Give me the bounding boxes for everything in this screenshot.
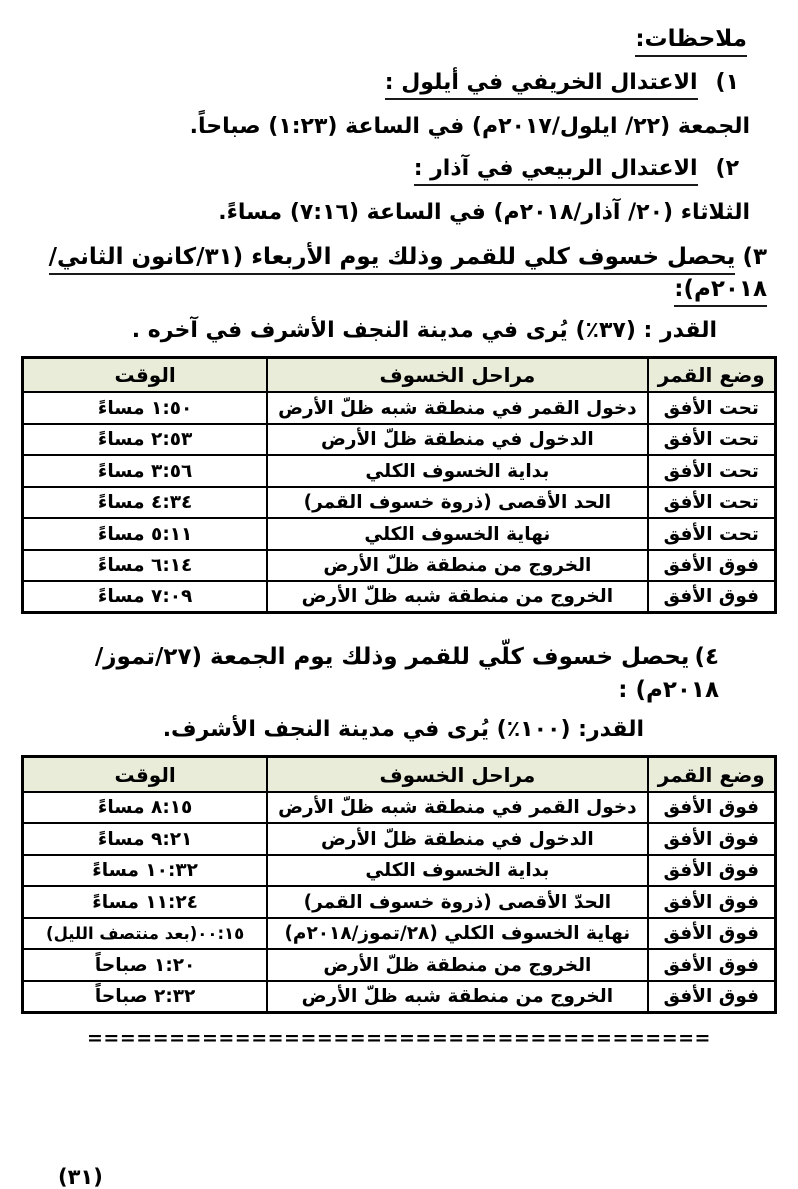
phase-cell: الدخول في منطقة ظلّ الأرض (267, 424, 647, 456)
time-cell: ٧:٠٩ مساءً (23, 581, 268, 613)
time-cell: ١:٢٠ صباحاً (23, 949, 268, 981)
eclipse1-magnitude: القدر : (٣٧٪) يُرى في مدينة النجف الأشرف في آخره . (131, 318, 717, 344)
time-cell: ٤:٣٤ مساءً (23, 487, 268, 519)
table-row (23, 981, 776, 1013)
position-cell: تحت الأفق (648, 424, 776, 456)
phase-cell: نهاية الخسوف الكلي (267, 518, 647, 550)
time-cell: ٥:١١ مساءً (23, 518, 268, 550)
table-row (23, 550, 776, 582)
position-cell: تحت الأفق (648, 487, 776, 519)
position-cell: تحت الأفق (648, 518, 776, 550)
time-cell: ٠٠:١٥(بعد منتصف الليل) (23, 918, 268, 950)
eclipse1-heading-text: يحصل خسوف كلي للقمر وذلك يوم الأربعاء (٣١/كانون الثاني/٢٠١٨م): (49, 244, 767, 307)
position-cell: فوق الأفق (648, 792, 776, 824)
position-cell: فوق الأفق (648, 949, 776, 981)
phase-cell: الحد الأقصى (ذروة خسوف القمر) (267, 487, 647, 519)
note-item-1 (21, 68, 777, 98)
eclipse2-table (21, 755, 777, 1014)
table-row (23, 487, 776, 519)
note-item-2-title: الاعتدال الربيعي في آذار : (414, 156, 698, 186)
header-eclipse-phases: مراحل الخسوف (267, 757, 647, 792)
table-header-row (23, 357, 776, 392)
header-moon-position: وضع القمر (648, 757, 776, 792)
table-row (23, 823, 776, 855)
time-cell: ٨:١٥ مساءً (23, 792, 268, 824)
table-row (23, 455, 776, 487)
phase-cell: بداية الخسوف الكلي (267, 455, 647, 487)
table-row (23, 392, 776, 424)
header-moon-position: وضع القمر (648, 357, 776, 392)
eclipse1-marker: ٣) (742, 243, 767, 270)
notes-heading-text: ملاحظات: (635, 26, 747, 57)
time-cell: ٢:٣٢ صباحاً (23, 981, 268, 1013)
phase-cell: نهاية الخسوف الكلي (٢٨/تموز/٢٠١٨م) (267, 918, 647, 950)
phase-cell: الخروج من منطقة ظلّ الأرض (267, 550, 647, 582)
position-cell: تحت الأفق (648, 455, 776, 487)
table-row (23, 886, 776, 918)
phase-cell: الحدّ الأقصى (ذروة خسوف القمر) (267, 886, 647, 918)
phase-cell: الدخول في منطقة ظلّ الأرض (267, 823, 647, 855)
table-row (23, 949, 776, 981)
note-item-1-detail: الجمعة (٢٢/ ايلول/٢٠١٧م) في الساعة (١:٢٣) صباحاً. (189, 113, 750, 139)
note-item-2-marker: ٢) (715, 156, 739, 182)
page-number: (٣١) (58, 1164, 103, 1189)
position-cell: فوق الأفق (648, 550, 776, 582)
eclipse2-heading-text: يحصل خسوف كلّي للقمر وذلك يوم الجمعة (٢٧/تموز/٢٠١٨م) : (94, 644, 719, 703)
time-cell: ١:٥٠ مساءً (23, 392, 268, 424)
eclipse1-heading (21, 241, 777, 305)
time-cell: ٩:٢١ مساءً (23, 823, 268, 855)
note-item-1-title: الاعتدال الخريفي في أيلول : (385, 70, 698, 100)
phase-cell: الخروج من منطقة ظلّ الأرض (267, 949, 647, 981)
separator-line: ====================================== (87, 1026, 711, 1049)
table-row (23, 918, 776, 950)
eclipse2-heading (21, 641, 777, 705)
phase-cell: دخول القمر في منطقة شبه ظلّ الأرض (267, 792, 647, 824)
position-cell: فوق الأفق (648, 981, 776, 1013)
phase-cell: دخول القمر في منطقة شبه ظلّ الأرض (267, 392, 647, 424)
note-item-2-detail: الثلاثاء (٢٠/ آذار/٢٠١٨م) في الساعة (٧:١٦) مساءً. (218, 200, 750, 226)
position-cell: فوق الأفق (648, 855, 776, 887)
time-cell: ٣:٥٦ مساءً (23, 455, 268, 487)
table-header-row (23, 757, 776, 792)
eclipse1-table (21, 356, 777, 615)
eclipse2-marker: ٤) (694, 644, 719, 671)
position-cell: تحت الأفق (648, 392, 776, 424)
eclipse2-magnitude: القدر: (١٠٠٪) يُرى في مدينة النجف الأشرف. (162, 716, 644, 742)
notes-heading (21, 24, 777, 55)
time-cell: ١٠:٣٢ مساءً (23, 855, 268, 887)
position-cell: فوق الأفق (648, 918, 776, 950)
phase-cell: بداية الخسوف الكلي (267, 855, 647, 887)
time-cell: ٢:٥٣ مساءً (23, 424, 268, 456)
header-eclipse-phases: مراحل الخسوف (267, 357, 647, 392)
position-cell: فوق الأفق (648, 886, 776, 918)
note-item-1-marker: ١) (715, 70, 739, 96)
table-row (23, 518, 776, 550)
table-row (23, 855, 776, 887)
time-cell: ١١:٢٤ مساءً (23, 886, 268, 918)
table-row (23, 792, 776, 824)
time-cell: ٦:١٤ مساءً (23, 550, 268, 582)
note-item-2 (21, 154, 777, 184)
header-time: الوقت (23, 757, 268, 792)
position-cell: فوق الأفق (648, 823, 776, 855)
header-time: الوقت (23, 357, 268, 392)
phase-cell: الخروج من منطقة شبه ظلّ الأرض (267, 581, 647, 613)
table-row (23, 581, 776, 613)
phase-cell: الخروج من منطقة شبه ظلّ الأرض (267, 981, 647, 1013)
table-row (23, 424, 776, 456)
position-cell: فوق الأفق (648, 581, 776, 613)
